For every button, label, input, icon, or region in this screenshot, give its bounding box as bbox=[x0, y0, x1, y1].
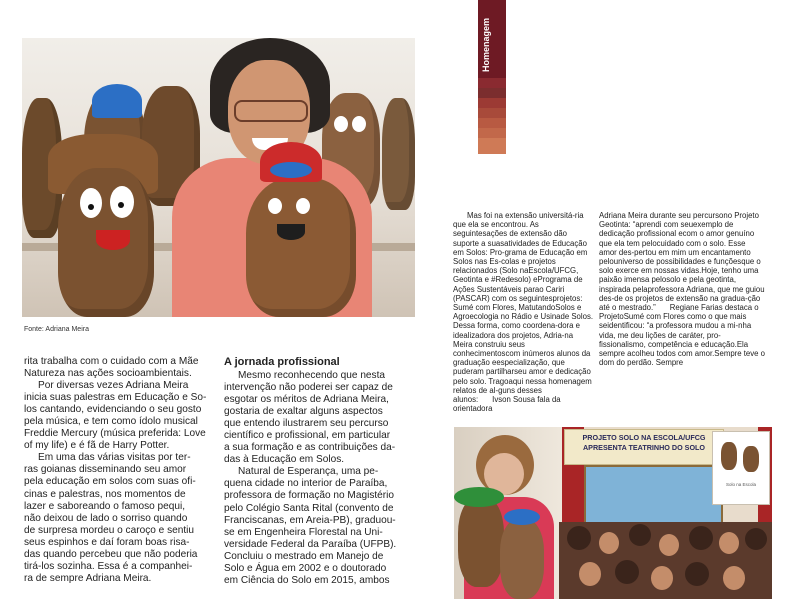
text-line: Hoje, tenho uma paixão imensa pelo bbox=[599, 266, 759, 285]
color-swatch bbox=[478, 78, 506, 88]
text-line: Regiane Farias destaca o Projeto bbox=[599, 303, 759, 322]
child-head bbox=[685, 562, 709, 586]
text-line: gostaria de exaltar alguns aspectos bbox=[224, 406, 383, 418]
text-line: que o solo exerce em nossas vidas. bbox=[599, 257, 761, 276]
audience bbox=[559, 522, 772, 599]
child-head bbox=[719, 532, 739, 554]
child-head bbox=[689, 526, 713, 550]
text-line: ção até o mestrado.” bbox=[599, 293, 761, 313]
text-line: Solo e Água em 2002 e o doutorado bbox=[224, 562, 387, 574]
text-line: professora Adriana, que me guiou des- bbox=[599, 284, 765, 303]
text-line: pelo Colégio Santa Rital (convento de bbox=[224, 502, 394, 514]
text-line: dora e idealizadora dos projetos, Adria- bbox=[453, 321, 580, 340]
text-line: com o amor genuíno que ela tem pelo bbox=[599, 229, 755, 248]
child-head bbox=[579, 562, 601, 586]
soil-doll bbox=[458, 497, 504, 587]
text-line: em Ciência do Solo em 2015, ambos bbox=[224, 574, 390, 586]
child-head bbox=[567, 526, 591, 550]
text-line: guns desses alunos: bbox=[453, 385, 542, 405]
article-column-2 bbox=[224, 356, 414, 587]
text-line: Ela sempre acolheu todos com amor. bbox=[599, 339, 749, 359]
text-line: universo de possibilidades e funções bbox=[613, 257, 742, 267]
text-line: Freddie Mercury (música preferida: Love bbox=[24, 428, 206, 440]
text-line: de os projetos de extensão na gradua- bbox=[614, 293, 748, 303]
doll-eye bbox=[352, 116, 366, 132]
text-line: Mas foi na extensão universitá- bbox=[467, 211, 575, 220]
text-line: científico e profissional, em particular bbox=[224, 430, 391, 442]
color-swatch bbox=[478, 138, 506, 154]
doll-mouth bbox=[277, 224, 305, 240]
doll-eye bbox=[334, 116, 348, 132]
text-line: intervenção não poderei ser capaz de bbox=[224, 382, 393, 394]
text-line: ria que ela se encontrou. As seguintes bbox=[453, 211, 584, 239]
text-line: exemplo de dedicação profissional e bbox=[599, 220, 734, 239]
child-head bbox=[745, 528, 767, 550]
section-tab bbox=[478, 0, 506, 154]
project-logo bbox=[712, 431, 770, 505]
text-line: esgotar os méritos de Adriana Meira, bbox=[224, 394, 389, 406]
child-head bbox=[599, 532, 619, 554]
doll-pupil bbox=[118, 202, 124, 208]
text-line: pertou em mim um encantamento pelo bbox=[599, 247, 751, 267]
text-line: ações de extensão dão suporte a suas bbox=[453, 229, 568, 248]
section-label: Homenagem bbox=[481, 17, 491, 72]
text-line: Mesmo reconhecendo que nesta bbox=[238, 370, 386, 381]
person-glasses bbox=[234, 100, 308, 122]
text-line: não deixou de lado o sorriso quando bbox=[24, 512, 188, 524]
text-line: identificou: “a professora mudou a mi- bbox=[607, 321, 739, 331]
doll-hat bbox=[504, 509, 540, 525]
doll-mouth bbox=[96, 230, 130, 250]
logo-text: Solo na Escola bbox=[725, 482, 757, 487]
article-column-3 bbox=[453, 211, 594, 413]
text-line: Franciscanas, em Areia-PB), graduou- bbox=[224, 514, 396, 526]
text-line: atividades de Educação em Solos: Pro- bbox=[453, 238, 587, 257]
text-line: aqui nessa homenagem relatos de al- bbox=[453, 376, 592, 395]
text-line: nha vida, me deu lições de caráter, pro- bbox=[599, 321, 752, 340]
text-line: que entendo ilustrarem seu percurso bbox=[224, 418, 389, 430]
article-column-4 bbox=[599, 211, 765, 367]
doll-eye bbox=[296, 198, 310, 214]
text-line: projetos: Sumé com Flores, Matutando bbox=[453, 293, 583, 313]
text-line: Programa de Ações Sustentáveis para bbox=[453, 275, 583, 294]
logo-doll bbox=[743, 446, 759, 472]
text-line: especialização, que puderam partilhar bbox=[453, 358, 565, 377]
color-swatch bbox=[478, 88, 506, 98]
main-photo bbox=[22, 38, 415, 317]
text-line: versidade Federal da Paraíba (UFPB). bbox=[224, 538, 397, 550]
text-line: Solos e Agroecologia no Rádio e Usina bbox=[453, 303, 582, 322]
child-head bbox=[723, 566, 745, 590]
text-line: pela educação em solos com suas ofi- bbox=[24, 476, 196, 488]
text-line: das à Educação em Solos. bbox=[224, 454, 345, 466]
soil-doll bbox=[382, 98, 415, 210]
text-line: lazer e saboreando o famoso pequi, bbox=[24, 500, 186, 512]
text-line: Concluiu o mestrado em Manejo de bbox=[224, 550, 384, 562]
text-line: se em Engenheira Florestal na Uni- bbox=[224, 526, 383, 538]
theater-photo bbox=[454, 427, 772, 599]
text-line: das quando percebeu que não poderia bbox=[24, 548, 198, 560]
text-line: na Meira construiu seus conhecimentos bbox=[453, 330, 574, 359]
text-line: no Projeto Geotinta: “aprendi com seu bbox=[599, 211, 759, 230]
text-line: los cantando, evidenciando o seu gosto bbox=[24, 404, 202, 416]
text-line: pela música, e tem como ídolo musical bbox=[24, 416, 198, 428]
doll-hat-brim bbox=[270, 162, 312, 178]
logo-doll bbox=[721, 442, 737, 470]
doll-pupil bbox=[88, 204, 94, 210]
text-line: inicia suas palestras em Educação e So- bbox=[24, 392, 207, 404]
text-line: Sempre teve o dom do perdão. Sempre bbox=[599, 349, 765, 368]
text-line: com inúmeros alunos da graduação e bbox=[453, 349, 591, 368]
color-swatch bbox=[478, 98, 506, 108]
child-head bbox=[629, 524, 651, 546]
text-line: Sumé com Flores como o que mais se bbox=[599, 312, 747, 331]
text-line: Natureza nas ações socioambientais. bbox=[24, 368, 192, 380]
text-line: seus espinhos e daí foram boas risa- bbox=[24, 536, 190, 548]
doll-eye bbox=[268, 198, 282, 214]
text-line: quena cidade no interior de Paraíba, bbox=[224, 478, 388, 490]
doll-eye bbox=[80, 188, 102, 218]
color-swatch bbox=[478, 128, 506, 138]
banner-text: PROJETO SOLO NA ESCOLA/UFCG APRESENTA TEATRINHO DO SOLO bbox=[582, 433, 706, 452]
text-line: Em uma das várias visitas por ter- bbox=[38, 452, 191, 464]
article-column-1 bbox=[24, 356, 218, 585]
text-line: Natural de Esperança, uma pe- bbox=[238, 466, 379, 478]
text-line: grama de Educação em Solos nas Es- bbox=[453, 247, 588, 267]
color-swatch bbox=[478, 118, 506, 128]
text-line: solo e pela geotinta, inspirada pela bbox=[599, 275, 736, 294]
text-line: rita trabalha com o cuidado com a Mãe bbox=[24, 356, 199, 367]
color-swatch bbox=[478, 108, 506, 118]
text-line: fissionalismo, competência e educação. bbox=[599, 339, 737, 349]
text-line: a sua formação e as contribuições da- bbox=[224, 442, 396, 454]
text-line: Adriana Meira durante seu percurso bbox=[599, 211, 724, 220]
banner bbox=[564, 429, 724, 465]
text-line: professora de formação no Magistério bbox=[224, 490, 394, 502]
text-line: ra de sempre Adriana Meira. bbox=[24, 572, 152, 584]
soil-doll bbox=[500, 519, 544, 599]
text-line: o Cariri (PASCAR) com os seguintes bbox=[453, 284, 565, 303]
text-line: Escola/UFCG, Geotinta e #Redesolo) e bbox=[453, 266, 579, 285]
child-head bbox=[651, 566, 673, 590]
text-line: seu amor e dedicação pelo solo. Trago bbox=[453, 367, 591, 386]
text-line: tirá-los sozinha. Essa é a companhei- bbox=[24, 560, 193, 572]
section-heading: A jornada profissional bbox=[224, 356, 340, 368]
child-head bbox=[659, 534, 679, 556]
text-line: ras goianas disseminando seu amor bbox=[24, 464, 187, 476]
doll-hat bbox=[454, 487, 504, 507]
text-line: cuidado com o solo. Esse amor des- bbox=[599, 238, 746, 257]
text-line: de Solos. Dessa forma, como coordena- bbox=[453, 312, 594, 331]
child-head bbox=[615, 560, 639, 584]
article-column-2-body bbox=[224, 370, 414, 587]
doll-hat bbox=[92, 84, 142, 118]
text-line: colas e projetos relacionados (Solo na bbox=[453, 257, 556, 276]
photo-caption: Fonte: Adriana Meira bbox=[24, 326, 89, 333]
text-line: of my life) e é fã de Harry Potter. bbox=[24, 440, 170, 452]
text-line: Por diversas vezes Adriana Meira bbox=[38, 380, 189, 392]
text-line: Ivson Sousa fala da orientadora bbox=[453, 395, 561, 414]
text-line: cinas e palestras, nos momentos de bbox=[24, 488, 186, 500]
text-line: de surpresa mordeu o caroço e sentiu bbox=[24, 524, 195, 536]
